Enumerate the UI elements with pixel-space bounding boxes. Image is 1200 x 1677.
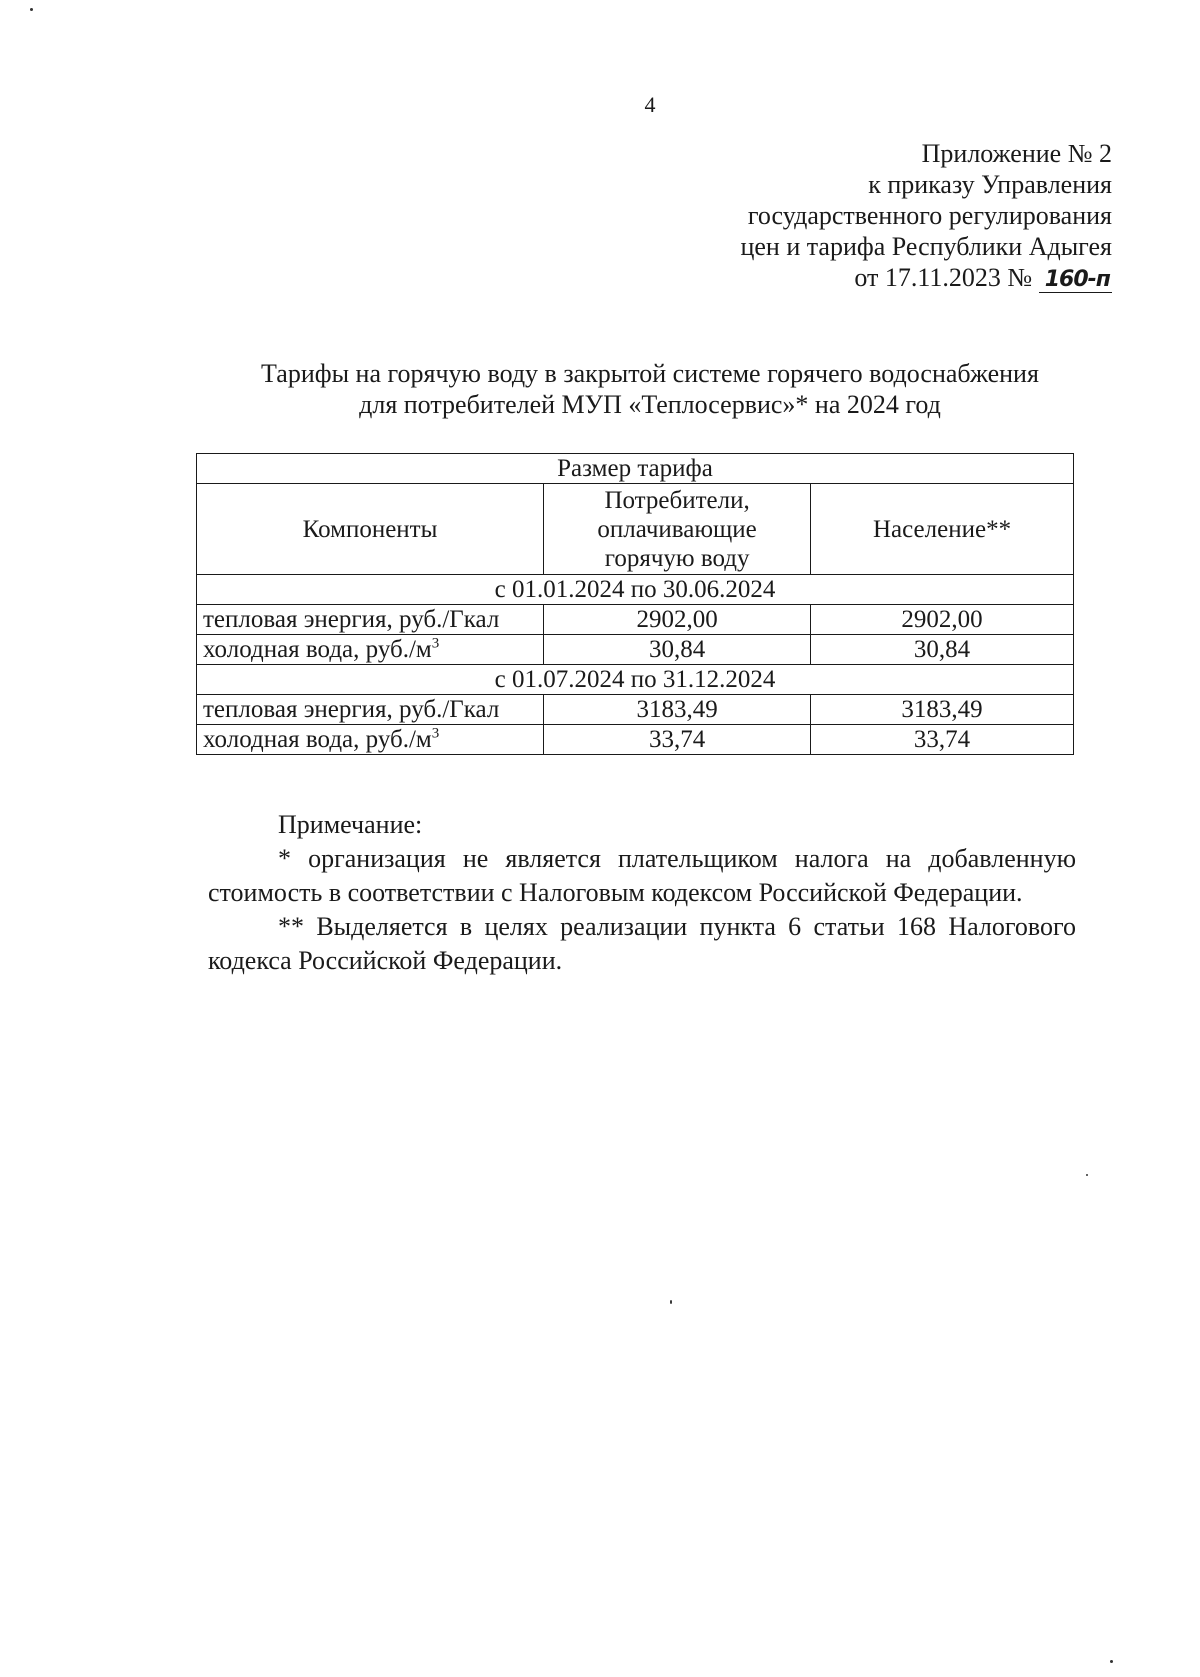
component-text: холодная вода, руб./м [203, 726, 432, 753]
unit-superscript: 3 [431, 635, 440, 652]
header-population: Население** [811, 484, 1074, 575]
note-vat: * организация не является плательщиком налога на добавленную стоимость в соответствии с Налоговым кодексом Российской Федерации. [208, 844, 1076, 907]
population-value: 3183,49 [811, 695, 1074, 725]
period-row [197, 575, 1074, 605]
note-population: ** Выделяется в целях реализации пункта 6 статьи 168 Налогового кодекса Российской Федерации. [208, 912, 1076, 975]
scan-speck [1086, 1174, 1088, 1176]
appendix-line-2: к приказу Управления [868, 170, 1112, 199]
header-consumers: Потребители, оплачивающие горячую воду [544, 484, 811, 575]
component-text: холодная вода, руб./м [203, 636, 432, 663]
header-components: Компоненты [197, 484, 544, 575]
consumers-value: 33,74 [544, 725, 811, 755]
appendix-line-4: цен и тарифа Республики Адыгея [740, 232, 1112, 261]
document-title [0, 358, 1200, 420]
period-label: с 01.01.2024 по 30.06.2024 [197, 575, 1074, 605]
component-cell [197, 725, 544, 755]
table-row [197, 605, 1074, 635]
population-value: 2902,00 [811, 605, 1074, 635]
order-number-handwritten: 160-п [1039, 268, 1112, 293]
scan-speck [670, 1300, 672, 1304]
table-row [197, 635, 1074, 665]
table-column-headers [197, 484, 1074, 575]
table-header-row [197, 454, 1074, 484]
period-label: с 01.07.2024 по 31.12.2024 [197, 665, 1074, 695]
scan-speck [1110, 1660, 1113, 1663]
component-cell [197, 635, 544, 665]
consumers-value: 2902,00 [544, 605, 811, 635]
appendix-line-1: Приложение № 2 [921, 139, 1112, 168]
consumers-value: 30,84 [544, 635, 811, 665]
component-cell: тепловая энергия, руб./Гкал [197, 695, 544, 725]
unit-superscript: 3 [431, 725, 440, 742]
notes-block [208, 808, 1076, 978]
appendix-block [692, 138, 1112, 293]
population-value: 30,84 [811, 635, 1074, 665]
page-number: 4 [644, 92, 656, 117]
table-row [197, 695, 1074, 725]
appendix-date-line [692, 262, 1112, 293]
consumers-value: 3183,49 [544, 695, 811, 725]
title-line-2: для потребителей МУП «Теплосервис»* на 2024 год [359, 390, 941, 419]
period-row [197, 665, 1074, 695]
title-line-1: Тарифы на горячую воду в закрытой системе горячего водоснабжения [261, 359, 1039, 388]
notes-heading: Примечание: [278, 810, 423, 839]
scan-speck [30, 8, 33, 11]
component-cell: тепловая энергия, руб./Гкал [197, 605, 544, 635]
table-row [197, 725, 1074, 755]
tariff-table [196, 453, 1074, 755]
header-tariff-size: Размер тарифа [197, 454, 1074, 484]
appendix-line-3: государственного регулирования [747, 201, 1112, 230]
appendix-date: от 17.11.2023 № [854, 263, 1033, 292]
population-value: 33,74 [811, 725, 1074, 755]
